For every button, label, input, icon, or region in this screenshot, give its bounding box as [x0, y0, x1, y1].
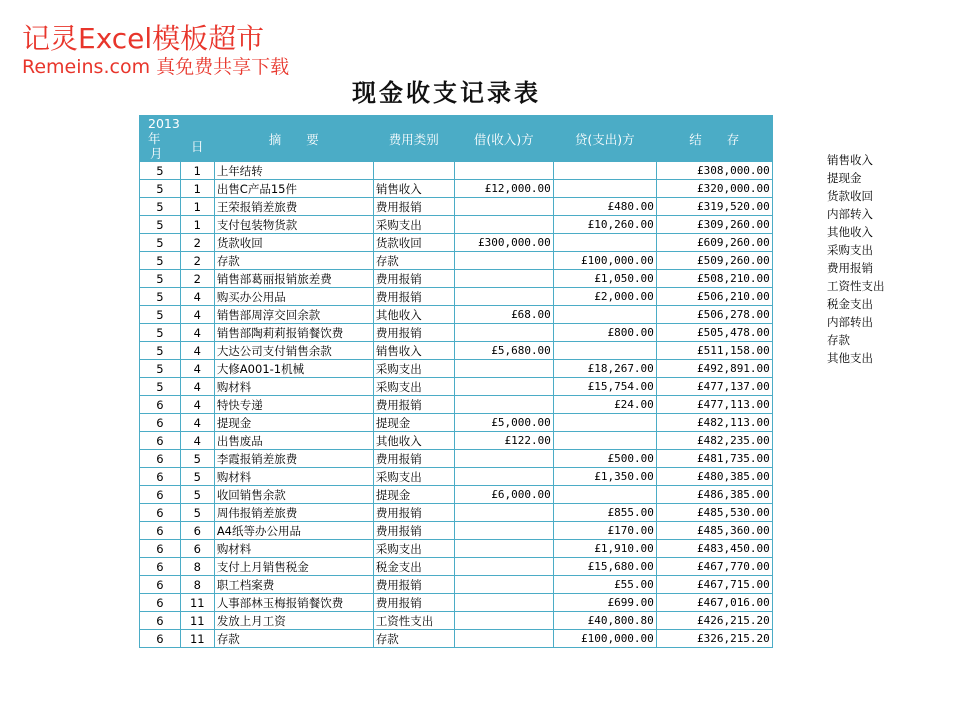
table-row	[140, 594, 773, 612]
table-row	[140, 162, 773, 180]
category-list-item[interactable]: 货款收回	[827, 189, 873, 203]
month-cell[interactable]: 5	[140, 216, 181, 234]
table-row	[140, 396, 773, 414]
category-list-item[interactable]: 其他支出	[827, 351, 873, 365]
category-cell[interactable]: 费用报销	[373, 324, 454, 342]
credit-cell[interactable]	[553, 162, 656, 180]
month-cell[interactable]: 6	[140, 612, 181, 630]
balance-cell[interactable]: £467,770.00	[656, 558, 772, 576]
balance-cell[interactable]: £506,278.00	[656, 306, 772, 324]
category-list-item[interactable]: 内部转出	[827, 315, 873, 329]
balance-cell[interactable]: £486,385.00	[656, 486, 772, 504]
debit-cell[interactable]: £12,000.00	[454, 180, 553, 198]
day-cell[interactable]: 6	[180, 540, 214, 558]
debit-cell[interactable]	[454, 198, 553, 216]
balance-cell[interactable]: £308,000.00	[656, 162, 772, 180]
credit-cell[interactable]: £40,800.80	[553, 612, 656, 630]
month-cell[interactable]: 5	[140, 342, 181, 360]
summary-cell[interactable]: 收回销售余款	[214, 486, 373, 504]
category-list-item[interactable]: 费用报销	[827, 261, 873, 275]
balance-cell[interactable]: £482,235.00	[656, 432, 772, 450]
table-row	[140, 630, 773, 648]
table-row	[140, 198, 773, 216]
month-cell[interactable]: 5	[140, 270, 181, 288]
table-header-row	[140, 116, 773, 162]
category-cell[interactable]: 采购支出	[373, 216, 454, 234]
header-debit[interactable]: 借(收入)方	[454, 116, 553, 162]
debit-cell[interactable]	[454, 630, 553, 648]
balance-cell[interactable]: £467,715.00	[656, 576, 772, 594]
credit-cell[interactable]: £24.00	[553, 396, 656, 414]
balance-cell[interactable]: £309,260.00	[656, 216, 772, 234]
credit-cell[interactable]	[553, 414, 656, 432]
month-cell[interactable]: 5	[140, 324, 181, 342]
category-list-item[interactable]: 提现金	[827, 171, 862, 185]
summary-cell[interactable]: 特快专递	[214, 396, 373, 414]
balance-cell[interactable]: £511,158.00	[656, 342, 772, 360]
category-cell[interactable]: 采购支出	[373, 468, 454, 486]
month-cell[interactable]: 5	[140, 360, 181, 378]
balance-cell[interactable]: £326,215.20	[656, 630, 772, 648]
month-cell[interactable]: 6	[140, 504, 181, 522]
debit-cell[interactable]	[454, 378, 553, 396]
credit-cell[interactable]: £15,680.00	[553, 558, 656, 576]
debit-cell[interactable]	[454, 504, 553, 522]
day-cell[interactable]: 2	[180, 270, 214, 288]
category-cell[interactable]: 存款	[373, 630, 454, 648]
balance-cell[interactable]: £467,016.00	[656, 594, 772, 612]
credit-cell[interactable]: £18,267.00	[553, 360, 656, 378]
summary-cell[interactable]: 出售C产品15件	[214, 180, 373, 198]
month-cell[interactable]: 6	[140, 576, 181, 594]
credit-cell[interactable]	[553, 432, 656, 450]
debit-cell[interactable]: £5,680.00	[454, 342, 553, 360]
day-cell[interactable]: 1	[180, 180, 214, 198]
month-cell[interactable]: 6	[140, 396, 181, 414]
category-cell[interactable]: 费用报销	[373, 504, 454, 522]
day-cell[interactable]: 5	[180, 486, 214, 504]
summary-cell[interactable]: 购买办公用品	[214, 288, 373, 306]
category-cell[interactable]: 工资性支出	[373, 612, 454, 630]
balance-cell[interactable]: £480,385.00	[656, 468, 772, 486]
category-list-item[interactable]: 存款	[827, 333, 850, 347]
table-row	[140, 414, 773, 432]
debit-cell[interactable]	[454, 540, 553, 558]
credit-cell[interactable]	[553, 180, 656, 198]
category-list-item[interactable]: 工资性支出	[827, 279, 885, 293]
debit-cell[interactable]	[454, 396, 553, 414]
debit-cell[interactable]	[454, 270, 553, 288]
header-year-month[interactable]	[140, 116, 181, 162]
summary-cell[interactable]: 提现金	[214, 414, 373, 432]
header-credit[interactable]: 贷(支出)方	[553, 116, 656, 162]
balance-cell[interactable]: £509,260.00	[656, 252, 772, 270]
category-cell[interactable]: 税金支出	[373, 558, 454, 576]
day-cell[interactable]: 11	[180, 630, 214, 648]
balance-cell[interactable]: £485,530.00	[656, 504, 772, 522]
category-list-item[interactable]: 其他收入	[827, 225, 873, 239]
summary-cell[interactable]: 李霞报销差旅费	[214, 450, 373, 468]
table-row	[140, 432, 773, 450]
summary-cell[interactable]: 职工档案费	[214, 576, 373, 594]
summary-cell[interactable]: 上年结转	[214, 162, 373, 180]
credit-cell[interactable]: £10,260.00	[553, 216, 656, 234]
balance-cell[interactable]: £320,000.00	[656, 180, 772, 198]
credit-cell[interactable]: £2,000.00	[553, 288, 656, 306]
debit-cell[interactable]	[454, 162, 553, 180]
table-row	[140, 252, 773, 270]
month-cell[interactable]: 6	[140, 486, 181, 504]
category-cell[interactable]: 费用报销	[373, 288, 454, 306]
month-cell[interactable]: 5	[140, 234, 181, 252]
month-cell[interactable]: 6	[140, 558, 181, 576]
summary-cell[interactable]: 货款收回	[214, 234, 373, 252]
brand-logo-text: 记灵Excel模板超市	[22, 22, 265, 55]
category-cell[interactable]: 采购支出	[373, 360, 454, 378]
balance-cell[interactable]: £492,891.00	[656, 360, 772, 378]
day-cell[interactable]: 11	[180, 612, 214, 630]
table-row	[140, 468, 773, 486]
month-cell[interactable]: 5	[140, 198, 181, 216]
day-cell[interactable]: 4	[180, 378, 214, 396]
credit-cell[interactable]: £1,350.00	[553, 468, 656, 486]
debit-cell[interactable]	[454, 324, 553, 342]
credit-cell[interactable]: £100,000.00	[553, 630, 656, 648]
day-cell[interactable]: 4	[180, 288, 214, 306]
table-row	[140, 612, 773, 630]
brand-site-text: Remeins.com 真免费共享下载	[22, 56, 290, 78]
debit-cell[interactable]	[454, 216, 553, 234]
balance-cell[interactable]: £505,478.00	[656, 324, 772, 342]
table-row	[140, 504, 773, 522]
day-cell[interactable]: 5	[180, 468, 214, 486]
cash-ledger-table	[139, 115, 773, 648]
summary-cell[interactable]: 销售部陶莉莉报销餐饮费	[214, 324, 373, 342]
credit-cell[interactable]: £800.00	[553, 324, 656, 342]
day-cell[interactable]: 11	[180, 594, 214, 612]
table-row	[140, 576, 773, 594]
credit-cell[interactable]	[553, 306, 656, 324]
month-cell[interactable]: 6	[140, 432, 181, 450]
table-row	[140, 450, 773, 468]
summary-cell[interactable]: 购材料	[214, 378, 373, 396]
category-cell[interactable]: 费用报销	[373, 522, 454, 540]
category-cell[interactable]: 费用报销	[373, 396, 454, 414]
month-cell[interactable]: 6	[140, 414, 181, 432]
debit-cell[interactable]: £6,000.00	[454, 486, 553, 504]
summary-cell[interactable]: 大修A001-1机械	[214, 360, 373, 378]
credit-cell[interactable]	[553, 342, 656, 360]
category-cell[interactable]	[373, 162, 454, 180]
month-cell[interactable]: 5	[140, 252, 181, 270]
month-cell[interactable]: 5	[140, 306, 181, 324]
balance-cell[interactable]: £477,113.00	[656, 396, 772, 414]
balance-cell[interactable]: £426,215.20	[656, 612, 772, 630]
table-row	[140, 342, 773, 360]
table-row	[140, 324, 773, 342]
credit-cell[interactable]: £15,754.00	[553, 378, 656, 396]
debit-cell[interactable]: £5,000.00	[454, 414, 553, 432]
category-cell[interactable]: 货款收回	[373, 234, 454, 252]
debit-cell[interactable]	[454, 252, 553, 270]
day-cell[interactable]: 5	[180, 450, 214, 468]
category-list-item[interactable]: 税金支出	[827, 297, 873, 311]
header-month: 月	[150, 146, 163, 161]
table-row	[140, 234, 773, 252]
summary-cell[interactable]: A4纸等办公用品	[214, 522, 373, 540]
debit-cell[interactable]	[454, 522, 553, 540]
table-row	[140, 306, 773, 324]
ledger-body	[140, 162, 773, 648]
summary-cell[interactable]: 购材料	[214, 468, 373, 486]
table-row	[140, 180, 773, 198]
credit-cell[interactable]: £480.00	[553, 198, 656, 216]
header-year: 2013年	[148, 116, 180, 146]
summary-cell[interactable]: 支付上月销售税金	[214, 558, 373, 576]
header-summary[interactable]: 摘 要	[214, 116, 373, 162]
table-row	[140, 558, 773, 576]
day-cell[interactable]: 4	[180, 306, 214, 324]
table-row	[140, 288, 773, 306]
credit-cell[interactable]: £100,000.00	[553, 252, 656, 270]
summary-cell[interactable]: 支付包装物货款	[214, 216, 373, 234]
day-cell[interactable]: 4	[180, 360, 214, 378]
sheet-title: 现金收支记录表	[352, 78, 541, 107]
month-cell[interactable]: 5	[140, 288, 181, 306]
category-cell[interactable]: 费用报销	[373, 594, 454, 612]
summary-cell[interactable]: 王荣报销差旅费	[214, 198, 373, 216]
month-cell[interactable]: 5	[140, 162, 181, 180]
summary-cell[interactable]: 人事部林玉梅报销餐饮费	[214, 594, 373, 612]
month-cell[interactable]: 5	[140, 378, 181, 396]
day-cell[interactable]: 4	[180, 342, 214, 360]
category-cell[interactable]: 费用报销	[373, 450, 454, 468]
balance-cell[interactable]: £482,113.00	[656, 414, 772, 432]
category-list-item[interactable]: 销售收入	[827, 153, 873, 167]
credit-cell[interactable]: £855.00	[553, 504, 656, 522]
table-row	[140, 360, 773, 378]
debit-cell[interactable]	[454, 468, 553, 486]
category-cell[interactable]: 提现金	[373, 486, 454, 504]
day-cell[interactable]: 8	[180, 558, 214, 576]
category-cell[interactable]: 存款	[373, 252, 454, 270]
category-cell[interactable]: 费用报销	[373, 270, 454, 288]
debit-cell[interactable]	[454, 450, 553, 468]
summary-cell[interactable]: 周伟报销差旅费	[214, 504, 373, 522]
balance-cell[interactable]: £609,260.00	[656, 234, 772, 252]
month-cell[interactable]: 6	[140, 630, 181, 648]
summary-cell[interactable]: 销售部周淳交回余款	[214, 306, 373, 324]
balance-cell[interactable]: £481,735.00	[656, 450, 772, 468]
debit-cell[interactable]	[454, 576, 553, 594]
credit-cell[interactable]: £1,910.00	[553, 540, 656, 558]
summary-cell[interactable]: 发放上月工资	[214, 612, 373, 630]
debit-cell[interactable]	[454, 360, 553, 378]
credit-cell[interactable]: £699.00	[553, 594, 656, 612]
debit-cell[interactable]	[454, 594, 553, 612]
header-day[interactable]	[180, 116, 214, 162]
category-cell[interactable]: 提现金	[373, 414, 454, 432]
credit-cell[interactable]: £170.00	[553, 522, 656, 540]
summary-cell[interactable]: 购材料	[214, 540, 373, 558]
month-cell[interactable]: 6	[140, 468, 181, 486]
summary-cell[interactable]: 存款	[214, 630, 373, 648]
table-row	[140, 216, 773, 234]
table-row	[140, 540, 773, 558]
day-cell[interactable]: 4	[180, 414, 214, 432]
category-cell[interactable]: 销售收入	[373, 180, 454, 198]
debit-cell[interactable]: £68.00	[454, 306, 553, 324]
summary-cell[interactable]: 出售废品	[214, 432, 373, 450]
day-cell[interactable]: 4	[180, 396, 214, 414]
category-cell[interactable]: 销售收入	[373, 342, 454, 360]
day-cell[interactable]: 1	[180, 216, 214, 234]
category-cell[interactable]: 其他收入	[373, 432, 454, 450]
credit-cell[interactable]	[553, 486, 656, 504]
balance-cell[interactable]: £485,360.00	[656, 522, 772, 540]
day-cell[interactable]: 6	[180, 522, 214, 540]
month-cell[interactable]: 6	[140, 522, 181, 540]
month-cell[interactable]: 6	[140, 450, 181, 468]
summary-cell[interactable]: 大达公司支付销售余款	[214, 342, 373, 360]
table-row	[140, 378, 773, 396]
debit-cell[interactable]	[454, 288, 553, 306]
table-row	[140, 486, 773, 504]
summary-cell[interactable]: 存款	[214, 252, 373, 270]
month-cell[interactable]: 6	[140, 540, 181, 558]
day-cell[interactable]: 4	[180, 324, 214, 342]
category-cell[interactable]: 其他收入	[373, 306, 454, 324]
debit-cell[interactable]	[454, 612, 553, 630]
header-balance[interactable]: 结 存	[656, 116, 772, 162]
summary-cell[interactable]: 销售部葛丽报销旅差费	[214, 270, 373, 288]
debit-cell[interactable]: £122.00	[454, 432, 553, 450]
day-cell[interactable]: 1	[180, 162, 214, 180]
table-row	[140, 522, 773, 540]
balance-cell[interactable]: £483,450.00	[656, 540, 772, 558]
day-cell[interactable]: 1	[180, 198, 214, 216]
month-cell[interactable]: 5	[140, 180, 181, 198]
day-cell[interactable]: 2	[180, 234, 214, 252]
day-cell[interactable]: 8	[180, 576, 214, 594]
month-cell[interactable]: 6	[140, 594, 181, 612]
day-cell[interactable]: 5	[180, 504, 214, 522]
balance-cell[interactable]: £477,137.00	[656, 378, 772, 396]
credit-cell[interactable]: £55.00	[553, 576, 656, 594]
category-list-item[interactable]: 采购支出	[827, 243, 873, 257]
balance-cell[interactable]: £506,210.00	[656, 288, 772, 306]
category-cell[interactable]: 采购支出	[373, 540, 454, 558]
balance-cell[interactable]: £508,210.00	[656, 270, 772, 288]
category-cell[interactable]: 采购支出	[373, 378, 454, 396]
credit-cell[interactable]	[553, 234, 656, 252]
debit-cell[interactable]: £300,000.00	[454, 234, 553, 252]
table-row	[140, 270, 773, 288]
category-list-item[interactable]: 内部转入	[827, 207, 873, 221]
category-list	[827, 151, 885, 367]
credit-cell[interactable]: £1,050.00	[553, 270, 656, 288]
credit-cell[interactable]: £500.00	[553, 450, 656, 468]
category-cell[interactable]: 费用报销	[373, 198, 454, 216]
day-cell[interactable]: 4	[180, 432, 214, 450]
balance-cell[interactable]: £319,520.00	[656, 198, 772, 216]
debit-cell[interactable]	[454, 558, 553, 576]
header-category[interactable]: 费用类别	[373, 116, 454, 162]
category-cell[interactable]: 费用报销	[373, 576, 454, 594]
header-day-label: 日	[191, 139, 204, 154]
day-cell[interactable]: 2	[180, 252, 214, 270]
